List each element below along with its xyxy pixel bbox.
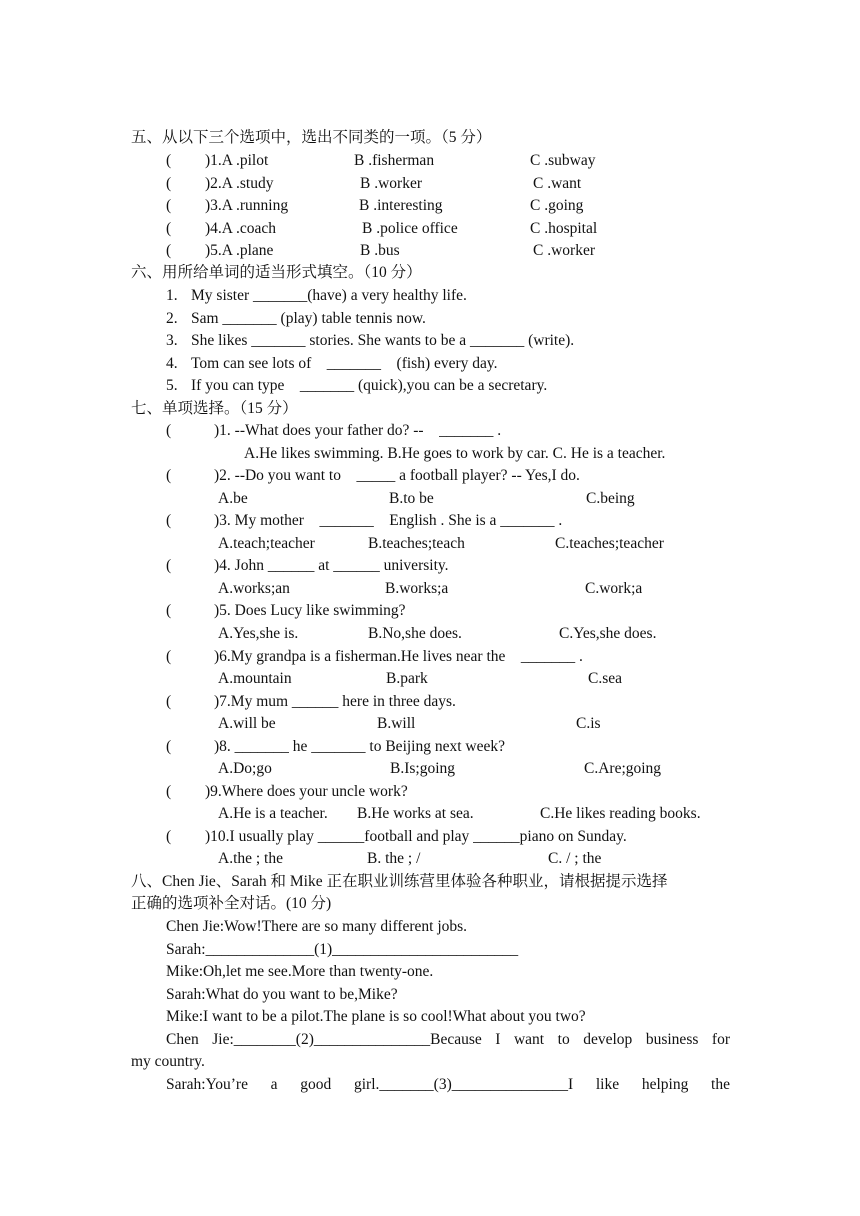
option-c: C.sea: [588, 670, 623, 687]
question-text: )3. My mother _______ English . She is a _______ .: [214, 512, 563, 529]
answer-paren[interactable]: (: [166, 602, 172, 619]
question-text: )10.I usually play ______football and play ______piano on Sunday.: [205, 828, 627, 845]
option-a: A.Yes,she is.: [218, 625, 299, 642]
item-text: If you can type _______ (quick),you can be a secretary.: [191, 377, 548, 394]
item-text: Tom can see lots of _______ (fish) every day.: [191, 355, 498, 372]
option-b: B.teaches;teach: [368, 535, 465, 552]
answer-paren[interactable]: (: [166, 422, 172, 439]
option-a: A.He is a teacher.: [218, 805, 328, 822]
answer-paren[interactable]: (: [166, 242, 172, 259]
answer-paren[interactable]: (: [166, 557, 172, 574]
item-number: 1.: [166, 287, 178, 304]
option-line: A.He likes swimming. B.He goes to work by car. C. He is a teacher.: [244, 445, 666, 462]
option-b: B .police office: [362, 220, 458, 237]
question-text: )8. _______ he _______ to Beijing next week?: [214, 738, 506, 755]
section7-title: 七、单项选择。（15 分）: [131, 400, 298, 417]
question-text: )3.A .running: [205, 197, 289, 214]
option-c: C.He likes reading books.: [540, 805, 701, 822]
option-b: B .fisherman: [354, 152, 435, 169]
item-number: 2.: [166, 310, 178, 327]
dialog-line: Sarah:You’re a good girl._______(3)_______________I like helping the: [166, 1076, 730, 1093]
option-c: C.Are;going: [584, 760, 662, 777]
item-text: Sam _______ (play) table tennis now.: [191, 310, 426, 327]
option-c: C .hospital: [530, 220, 598, 237]
answer-paren[interactable]: (: [166, 152, 172, 169]
question-text: )4.A .coach: [205, 220, 277, 237]
option-a: A.mountain: [218, 670, 292, 687]
option-b: B .worker: [360, 175, 422, 192]
question-text: )9.Where does your uncle work?: [205, 783, 408, 800]
section6-title: 六、用所给单词的适当形式填空。（10 分）: [131, 264, 422, 281]
option-b: B.will: [377, 715, 416, 732]
dialog-line: Mike:I want to be a pilot.The plane is so cool!What about you two?: [166, 1008, 586, 1025]
option-c: C.is: [576, 715, 601, 732]
option-b: B. the ; /: [367, 850, 421, 867]
answer-paren[interactable]: (: [166, 175, 172, 192]
option-c: C.being: [586, 490, 635, 507]
option-a: A.be: [218, 490, 248, 507]
option-c: C .worker: [533, 242, 595, 259]
answer-paren[interactable]: (: [166, 220, 172, 237]
option-b: B.works;a: [385, 580, 449, 597]
answer-paren[interactable]: (: [166, 467, 172, 484]
option-c: C .subway: [530, 152, 596, 169]
option-b: B.No,she does.: [368, 625, 462, 642]
option-c: C.work;a: [585, 580, 643, 597]
section8-title: 八、Chen Jie、Sarah 和 Mike 正在职业训练营里体验各种职业，请根据提示选择: [131, 873, 668, 890]
item-text: She likes _______ stories. She wants to be a _______ (write).: [191, 332, 575, 349]
section5-title: 五、从以下三个选项中，选出不同类的一项。（5 分）: [131, 129, 492, 146]
question-text: )2.A .study: [205, 175, 274, 192]
question-text: )1.A .pilot: [205, 152, 269, 169]
option-b: B .interesting: [359, 197, 443, 214]
option-a: A.will be: [218, 715, 276, 732]
question-text: )6.My grandpa is a fisherman.He lives near the _______ .: [214, 648, 583, 665]
dialog-line: Sarah:What do you want to be,Mike?: [166, 986, 398, 1003]
question-text: )1. --What does your father do? -- _______ .: [214, 422, 502, 439]
option-a: A.Do;go: [218, 760, 272, 777]
dialog-line: Mike:Oh,let me see.More than twenty-one.: [166, 963, 434, 980]
option-a: A.works;an: [218, 580, 290, 597]
answer-paren[interactable]: (: [166, 648, 172, 665]
option-c: C .going: [530, 197, 584, 214]
option-c: C .want: [533, 175, 582, 192]
option-c: C.Yes,she does.: [559, 625, 657, 642]
answer-paren[interactable]: (: [166, 828, 172, 845]
dialog-line: Sarah:______________(1)________________________: [166, 941, 519, 958]
section8-title-cont: 正确的选项补全对话。(10 分): [131, 895, 332, 912]
answer-paren[interactable]: (: [166, 512, 172, 529]
option-b: B.Is;going: [390, 760, 456, 777]
item-number: 3.: [166, 332, 178, 349]
dialog-line: Chen Jie:Wow!There are so many different jobs.: [166, 918, 468, 935]
answer-paren[interactable]: (: [166, 197, 172, 214]
item-number: 5.: [166, 377, 178, 394]
dialog-line: Chen Jie:________(2)_______________Because I want to develop business for: [166, 1031, 730, 1048]
item-number: 4.: [166, 355, 178, 372]
option-a: A.the ; the: [218, 850, 283, 867]
question-text: )4. John ______ at ______ university.: [214, 557, 449, 574]
option-a: A.teach;teacher: [218, 535, 315, 552]
answer-paren[interactable]: (: [166, 783, 172, 800]
question-text: )7.My mum ______ here in three days.: [214, 693, 456, 710]
option-c: C.teaches;teacher: [555, 535, 664, 552]
question-text: )5. Does Lucy like swimming?: [214, 602, 406, 619]
question-text: )5.A .plane: [205, 242, 274, 259]
answer-paren[interactable]: (: [166, 738, 172, 755]
option-b: B.to be: [389, 490, 434, 507]
option-b: B.park: [386, 670, 428, 687]
option-b: B.He works at sea.: [357, 805, 474, 822]
option-c: C. / ; the: [548, 850, 602, 867]
dialog-line: my country.: [131, 1053, 205, 1070]
option-b: B .bus: [360, 242, 400, 259]
item-text: My sister _______(have) a very healthy life.: [191, 287, 467, 304]
answer-paren[interactable]: (: [166, 693, 172, 710]
question-text: )2. --Do you want to _____ a football player? -- Yes,I do.: [214, 467, 580, 484]
